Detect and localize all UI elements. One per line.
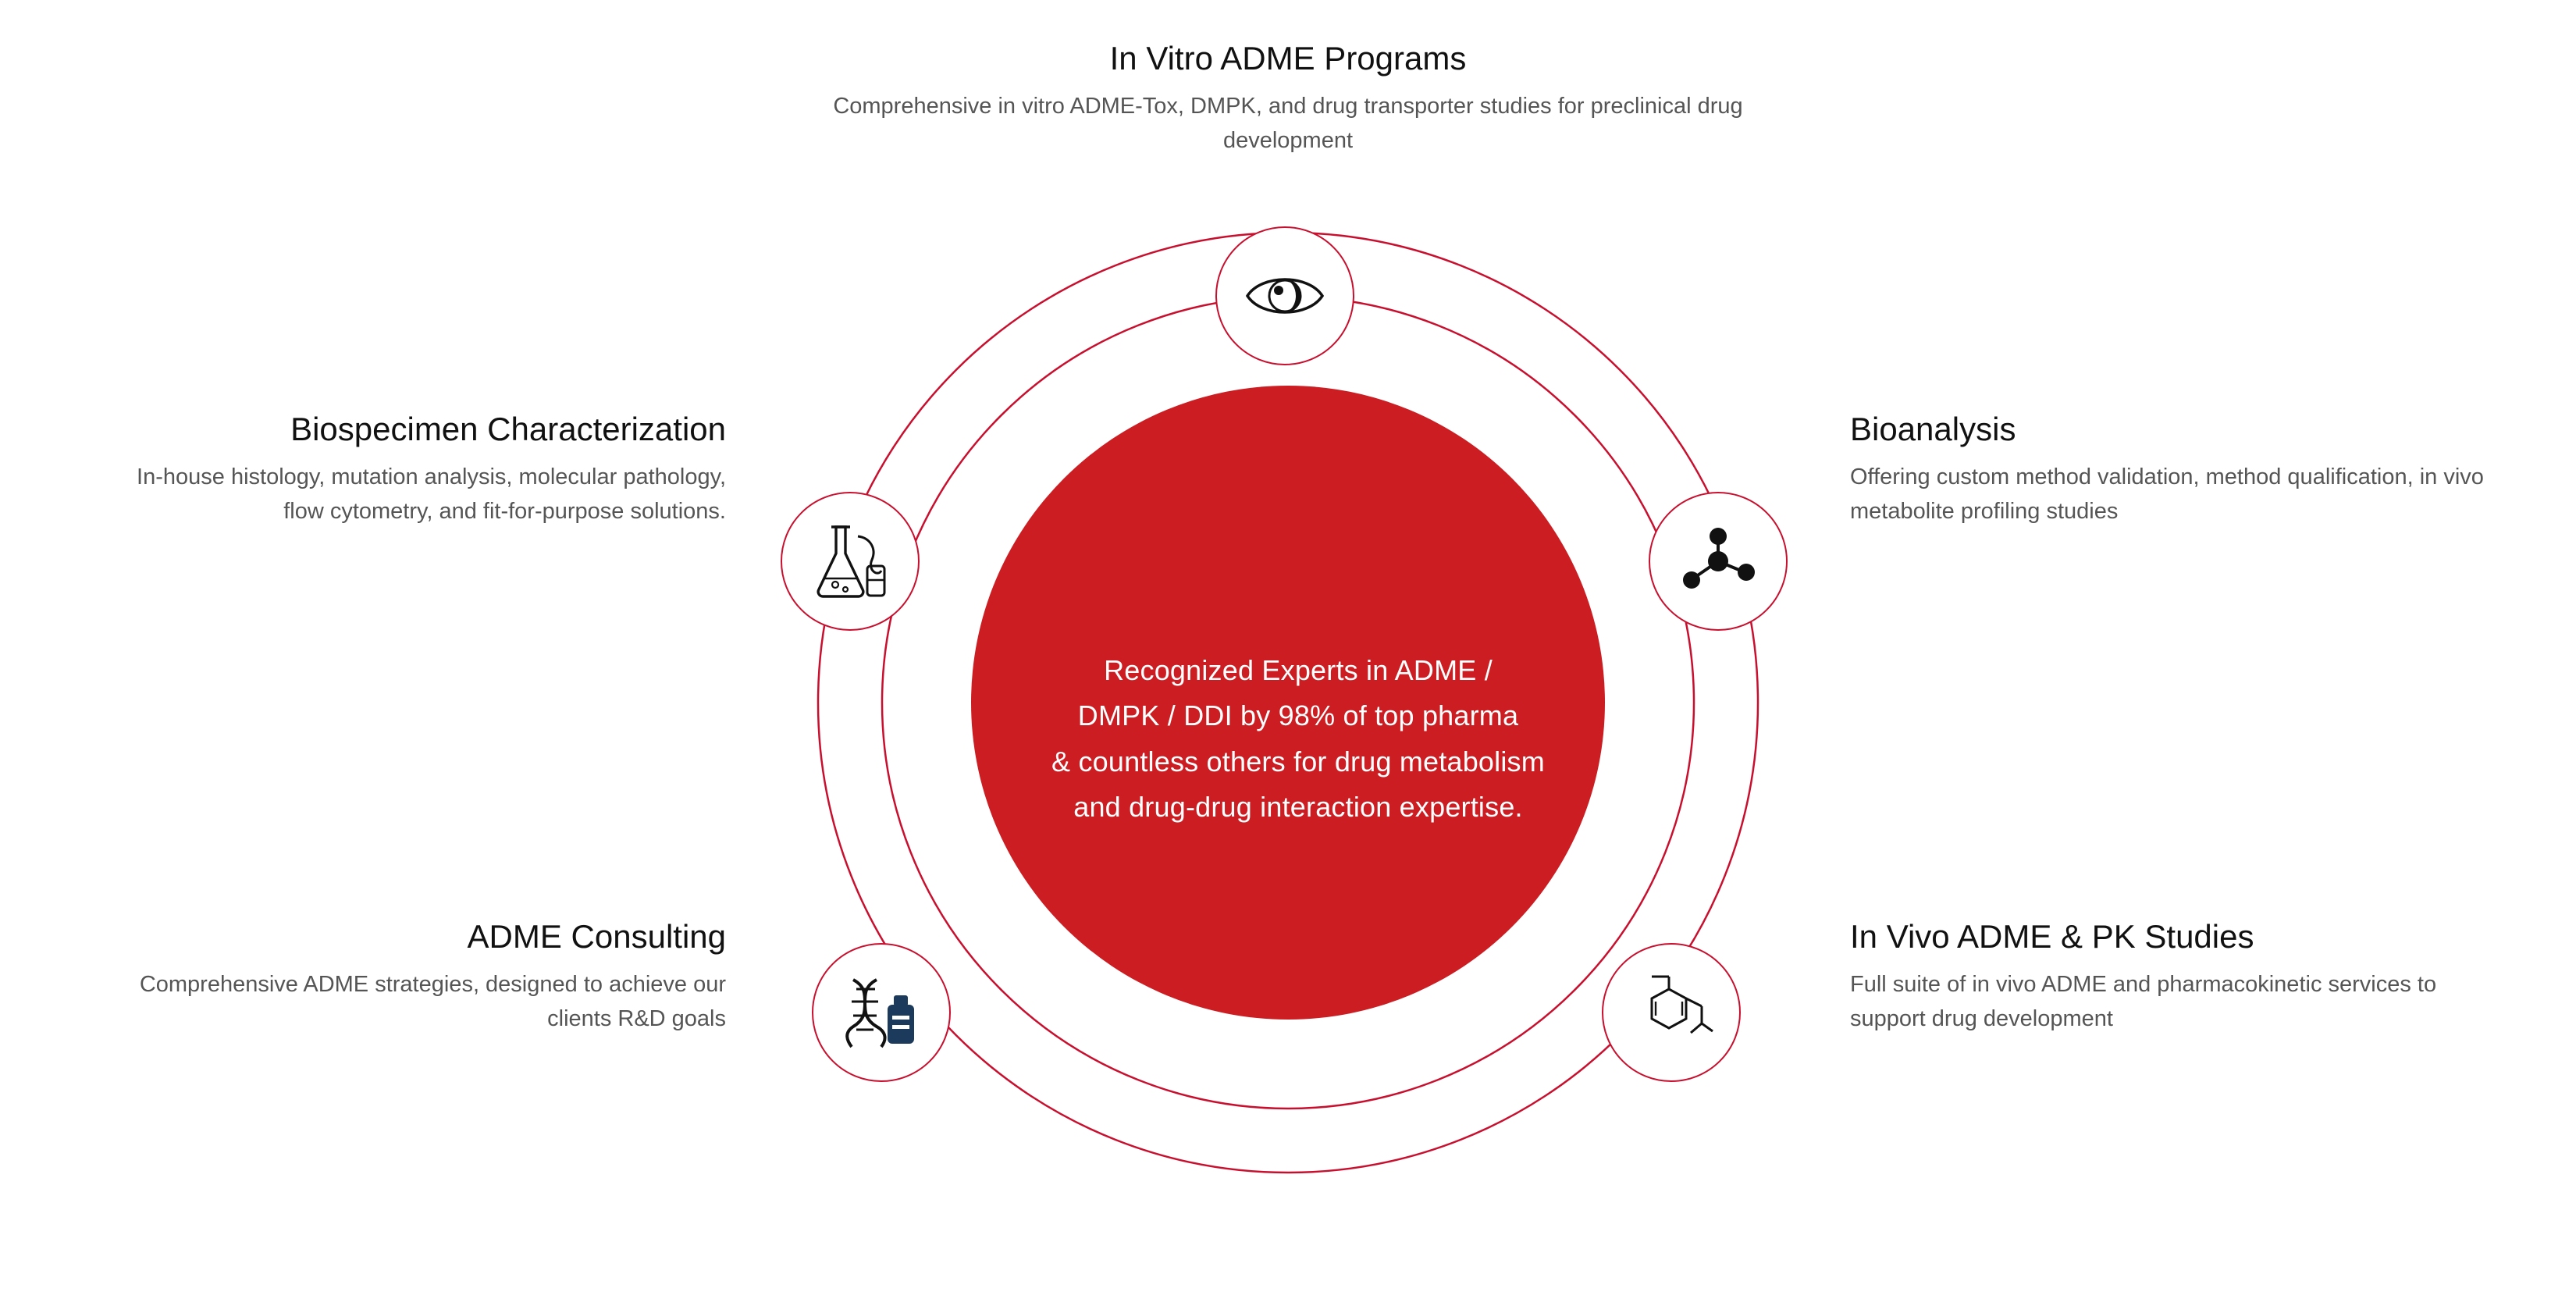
label-in-vitro-adme-programs: [812, 39, 1764, 158]
label-title-bioanalysis: Bioanalysis: [1850, 411, 2016, 447]
node-biospecimen-characterization[interactable]: [781, 492, 920, 631]
node-adme-consulting[interactable]: [812, 943, 951, 1082]
label-body-in-vivo: Full suite of in vivo ADME and pharmacokinetic services to support drug development: [1850, 972, 2437, 1032]
center-line-1: Recognized Experts in ADME /: [1104, 654, 1493, 686]
label-title-in-vivo: In Vivo ADME & PK Studies: [1850, 918, 2254, 955]
dna-bottle-icon: [841, 975, 922, 1050]
label-biospecimen-characterization: [94, 410, 726, 529]
chemical-structure-icon: [1628, 975, 1714, 1050]
label-title-in-vitro: In Vitro ADME Programs: [1109, 40, 1467, 77]
center-statement: [1002, 648, 1595, 830]
center-line-2: DMPK / DDI by 98% of top pharma: [1077, 699, 1519, 732]
molecule-icon: [1679, 525, 1757, 597]
label-title-biospecimen: Biospecimen Characterization: [290, 411, 726, 447]
center-line-3: & countless others for drug metabolism: [1051, 745, 1545, 778]
label-body-biospecimen: In-house histology, mutation analysis, molecular pathology, flow cytometry, and fit-for-purpose solutions.: [137, 464, 726, 525]
label-title-consulting: ADME Consulting: [467, 918, 726, 955]
eye-icon: [1244, 268, 1325, 324]
label-body-consulting: Comprehensive ADME strategies, designed to achieve our clients R&D goals: [139, 972, 726, 1032]
center-line-4: and drug-drug interaction expertise.: [1073, 790, 1523, 823]
label-body-bioanalysis: Offering custom method validation, method qualification, in vivo metabolite profiling studies: [1850, 464, 2484, 525]
label-in-vivo-adme-pk-studies: [1850, 917, 2498, 1037]
lab-flask-icon: [809, 522, 891, 600]
node-in-vitro-adme-programs[interactable]: [1215, 226, 1354, 365]
node-in-vivo-adme-pk-studies[interactable]: [1602, 943, 1741, 1082]
label-adme-consulting: [94, 917, 726, 1037]
label-body-in-vitro: Comprehensive in vitro ADME-Tox, DMPK, and drug transporter studies for preclinical drug development: [833, 94, 1743, 154]
node-bioanalysis[interactable]: [1649, 492, 1788, 631]
label-bioanalysis: [1850, 410, 2490, 529]
